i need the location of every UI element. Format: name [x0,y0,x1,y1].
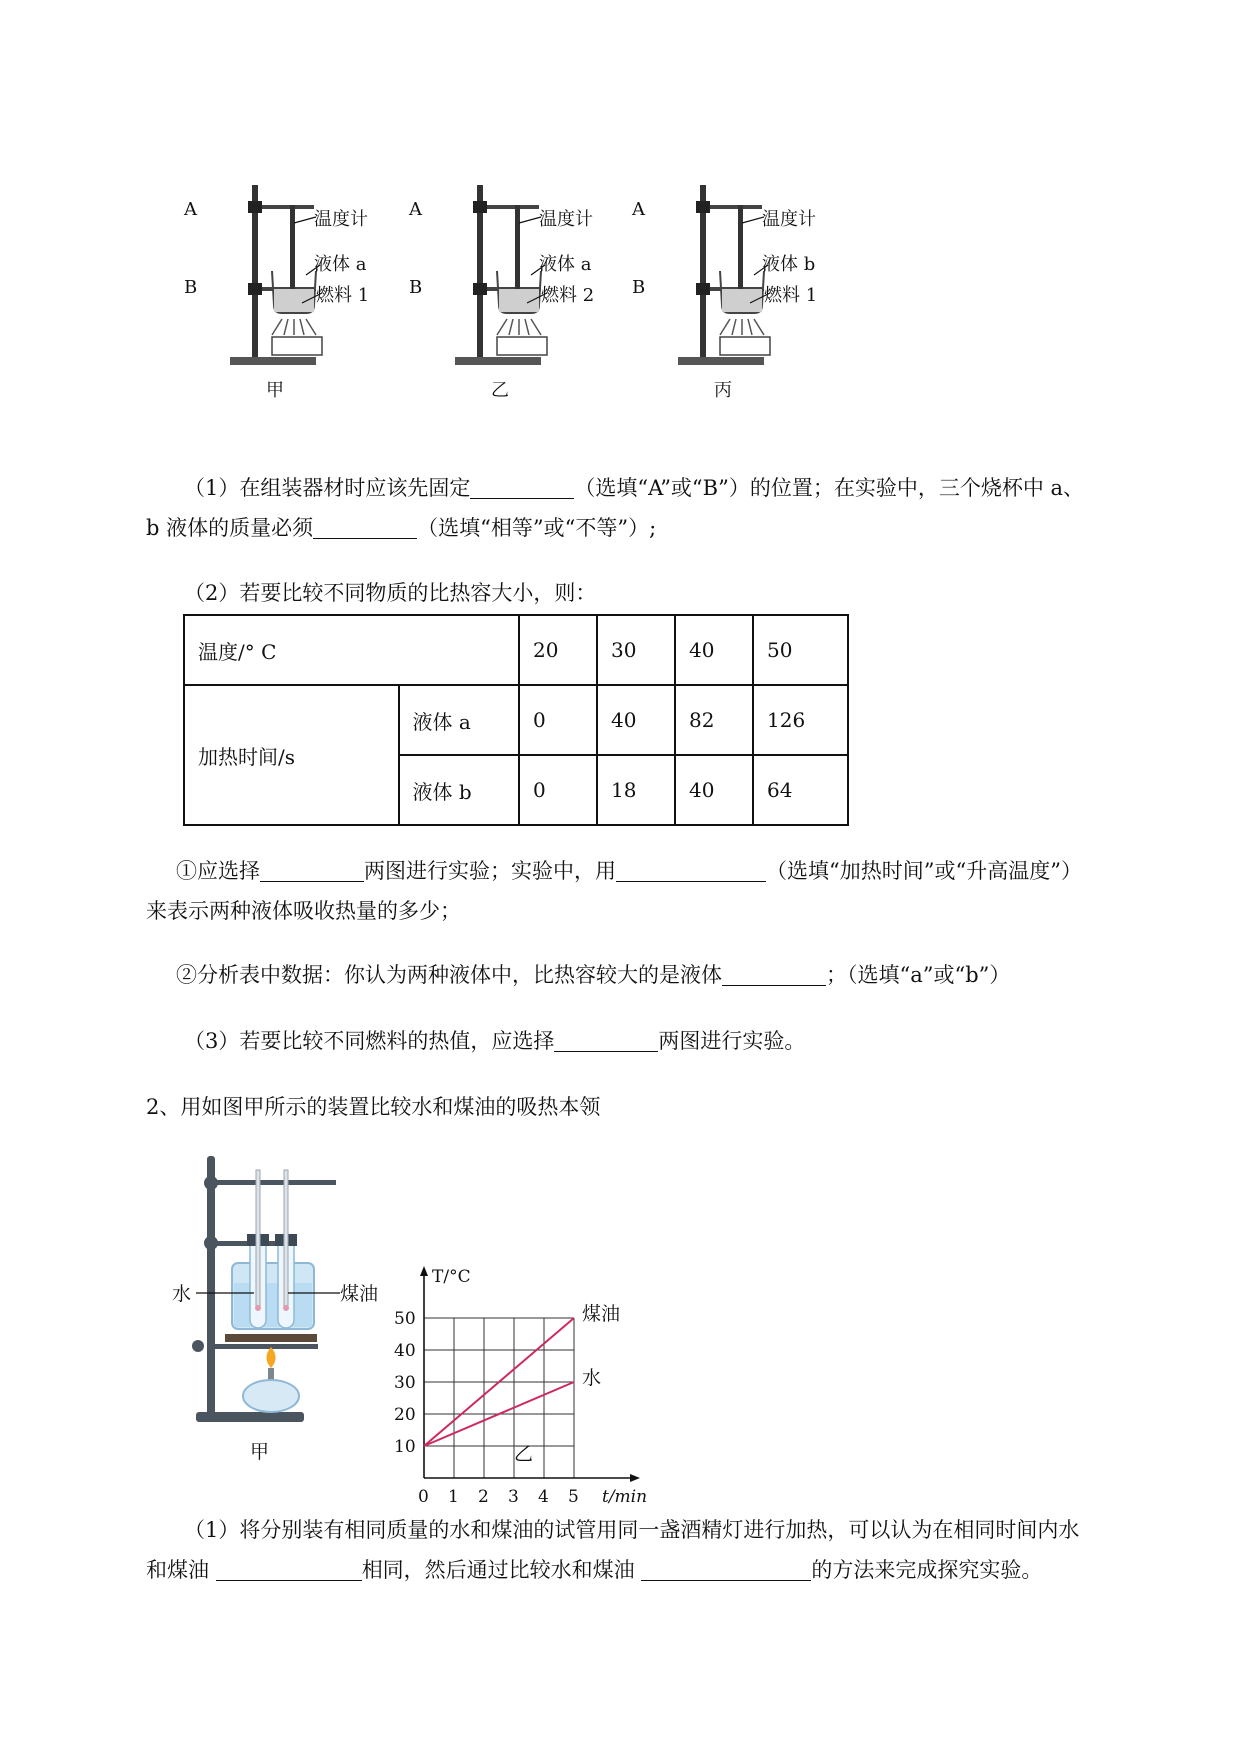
figure-caption: 甲 [250,1441,270,1463]
table-row-name: 液体 a [399,685,519,755]
clamp-knob [204,1176,218,1190]
table-cell: 40 [675,755,753,825]
q1-sub1-text2: 两图进行实验；实验中，用 [364,859,616,883]
q2-part1 [146,1510,1166,1590]
q1-part1-text3: b 液体的质量必须 [146,516,314,540]
stand-base [455,357,541,365]
leader-line [519,217,541,223]
liquid-label: 液体 a [539,254,592,275]
q1-part2-intro-text: （2）若要比较不同物质的比热容大小，则： [184,581,597,605]
stand-base [230,357,316,365]
q2-part1-text3: 相同，然后通过比较水和煤油 [361,1558,635,1582]
upper-clamp-arm [208,1180,336,1185]
fuel-flame [720,319,764,335]
q1-part3-text2: 两图进行实验。 [658,1029,806,1053]
liquid-label: 液体 b [762,254,816,275]
chart-series-label: 煤油 [582,1303,621,1325]
chart-x-tick-label: 1 [448,1487,459,1507]
apparatus-setup [183,185,369,401]
chart-caption: 乙 [514,1443,534,1465]
q1-sub1-text1: ①应选择 [176,859,260,883]
thermometer [515,205,520,297]
liquid-label: 液体 a [314,254,367,275]
thermometer-label: 温度计 [539,209,593,230]
table-temp-cell: 30 [597,615,675,685]
answer-blank-6[interactable] [554,1027,658,1052]
chart-x-tick-label: 2 [478,1487,489,1507]
fuel-burner [272,337,322,355]
answer-blank-3[interactable] [260,857,364,882]
q2-part1-text2: 和煤油 [146,1558,209,1582]
thermometer [290,205,295,297]
answer-blank-8[interactable] [641,1556,811,1581]
setup-caption: 丙 [714,380,732,401]
chart-x-axis-label: t/min [602,1487,648,1507]
kerosene-label: 煤油 [340,1283,379,1305]
label-b: B [409,277,423,298]
table-temp-cell: 40 [675,615,753,685]
clamp-knob [204,1236,218,1250]
label-a: A [409,199,422,220]
chart-y-tick-label: 20 [394,1405,416,1425]
figure-apparatus-row [184,185,910,410]
q1-part3 [146,1021,1166,1061]
ring-arm [208,1344,318,1349]
lamp-wick [268,1368,274,1380]
table-row-name: 液体 b [399,755,519,825]
clamp-knob [473,201,487,213]
answer-blank-1[interactable] [470,474,574,499]
flame [266,1347,275,1368]
table-cell: 82 [675,685,753,755]
table-cell: 64 [753,755,848,825]
fuel-label: 燃料 1 [316,285,370,306]
chart-labels [394,1267,647,1507]
setup-caption: 甲 [266,380,284,401]
fuel-flame [497,319,541,335]
table-temp-cell: 20 [519,615,597,685]
clamp-knob [473,283,487,295]
q2-title-text: 2、用如图甲所示的装置比较水和煤油的吸热本领 [146,1095,601,1119]
setup-caption: 乙 [491,380,509,401]
chart-x-tick-label: 3 [508,1487,519,1507]
clamp-knob [192,1340,204,1352]
chart-series-label: 水 [582,1367,602,1389]
clamp-knob [248,201,262,213]
fuel-label: 燃料 1 [764,285,818,306]
clamp-knob [696,201,710,213]
label-a: A [184,199,197,220]
temperature-time-chart [380,1180,700,1507]
alcohol-lamp [243,1380,299,1412]
thermometer [256,1170,260,1306]
thermometer-label: 温度计 [314,209,368,230]
water-label: 水 [172,1283,192,1305]
q1-sub1 [146,851,1166,931]
table-cell: 0 [519,685,597,755]
stand-rod [207,1156,215,1416]
answer-blank-4[interactable] [616,857,766,882]
clamp-knob [248,283,262,295]
q2-part1-text1: （1）将分别装有相同质量的水和煤油的试管用同一盏酒精灯进行加热，可以认为在相同时间内水 [184,1518,1080,1542]
q1-sub1-text3: （选填“加热时间”或“升高温度”） [766,859,1082,883]
stand-base [678,357,764,365]
answer-blank-7[interactable] [216,1556,362,1581]
table-cell: 18 [597,755,675,825]
thermometer-label: 温度计 [762,209,816,230]
label-b: B [184,277,198,298]
chart-x-tick-label: 5 [568,1487,579,1507]
fuel-burner [720,337,770,355]
apparatus-setup [631,185,817,401]
table-temp-cell: 50 [753,615,848,685]
q1-sub2-text2: ；（选填“a”或“b”） [826,963,1011,987]
apparatus-setup [408,185,594,401]
q1-part1-text4: （选填“相等”或“不等”）; [417,516,657,540]
chart-grid [424,1318,574,1478]
table-cell: 40 [597,685,675,755]
fuel-label: 燃料 2 [541,285,595,306]
chart-y-arrow [420,1266,428,1276]
chart-x-arrow [630,1474,640,1482]
leader-line [742,217,764,223]
wire-gauze [225,1334,317,1342]
table-cell: 0 [519,755,597,825]
chart-x-tick-label: 4 [538,1487,549,1507]
thermometer [738,205,743,297]
chart-x-tick-label: 0 [418,1487,429,1507]
q1-part3-text1: （3）若要比较不同燃料的热值，应选择 [184,1029,555,1053]
table-time-header: 加热时间/s [184,685,399,825]
chart-y-tick-label: 30 [394,1373,416,1393]
thermometer [284,1170,288,1306]
q1-sub2-text1: ②分析表中数据：你认为两种液体中，比热容较大的是液体 [176,963,722,987]
answer-blank-5[interactable] [722,961,826,986]
chart-y-axis-label: T/°C [432,1267,471,1287]
chart-y-tick-label: 50 [394,1309,416,1329]
q1-part2-intro [146,573,1204,613]
q1-sub2 [146,955,1166,995]
thermometer-bulb [255,1305,261,1311]
leader-line [294,217,316,223]
data-table [183,614,849,826]
chart-y-tick-label: 40 [394,1341,416,1361]
chart-y-tick-label: 10 [394,1437,416,1457]
figure-heating-apparatus [170,1150,400,1480]
table-temp-header: 温度/° C [184,615,519,685]
q2-title [146,1087,1166,1127]
label-a: A [632,199,645,220]
label-b: B [632,277,646,298]
clamp-knob [696,283,710,295]
q1-part1 [146,468,1166,548]
q1-part1-text1: （1）在组装器材时应该先固定 [184,476,471,500]
fuel-flame [272,319,316,335]
answer-blank-2[interactable] [313,514,417,539]
fuel-burner [497,337,547,355]
q2-part1-text4: 的方法来完成探究实验。 [811,1558,1043,1582]
thermometer-bulb [283,1305,289,1311]
beaker-water [234,1283,312,1327]
q1-sub1-text4: 来表示两种液体吸收热量的多少； [146,899,461,923]
q1-part1-text2: （选填“A”或“B”）的位置；在实验中，三个烧杯中 a、 [574,476,1085,500]
table-cell: 126 [753,685,848,755]
